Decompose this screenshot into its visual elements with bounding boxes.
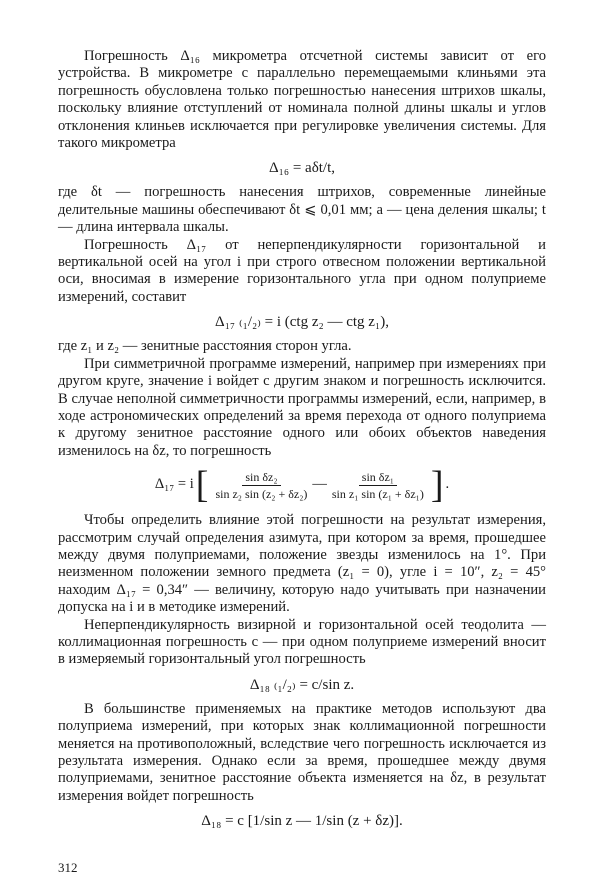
paragraph-two-half-sets: В большинстве применяемых на практике методов используют два полуприема измерений, при которых знак коллимационной погрешности меняется на противоположный, вследствие чего погрешность исключается из результата измерения. Однако если за время, прошедшее между двумя полуприемами, зенитное расстояние объекта изменяется на δz, в результат измерения войдет погрешность	[58, 700, 546, 804]
paragraph-symmetric-program: При симметричной программе измерений, например при измерениях при другом круге, значение i войдет с другим знаком и погрешность исключится. В случае неполной симметричности программы измерений, если, например, в ходе астрономических определений за время перехода от одного полуприема к другому зенитное расстояние одного или обоих объектов наведения изменилось на δz, то погрешность	[58, 355, 546, 459]
fraction-z1-denominator: sin z₁ sin (z₁ + δz₁)	[331, 486, 424, 501]
fraction-z2-numerator: sin δz₂	[242, 470, 280, 486]
page-body	[58, 48, 546, 837]
paragraph-azimuth-example: Чтобы определить влияние этой погрешности на результат измерения, рассмотрим случай определения азимута, при котором за время, прошедшее между двумя полуприемами, положение звезды изменилось на 1°. При неизменном положении земного предмета (z₁ = 0), угле i = 10″, z₂ = 45° находим Δ₁₇ = 0,34″ — величину, которую надо учитывать при назначении допуска на i и в методике измерений.	[58, 512, 546, 616]
formula-delta18-half: Δ₁₈ ₍₁/₂₎ = c/sin z.	[249, 676, 355, 693]
fraction-z2	[212, 470, 310, 501]
fraction-z1	[329, 470, 427, 501]
formula-delta16: Δ₁₆ = aδt/t,	[268, 160, 336, 177]
paragraph-micrometer-error: Погрешность Δ₁₆ микрометра отсчетной системы зависит от его устройства. В микрометре с параллельно перемещаемыми клиньями эта погрешность обусловлена только погрешностью нанесения штрихов шкалы, поскольку влияние отступлений от номинала полной длины шкалы и углов отклонения клиньев исключается при регулировке увеличения системы. Для такого микрометра	[58, 48, 546, 152]
right-bracket: ]	[430, 464, 444, 507]
page-number: 312	[58, 860, 78, 875]
formula-delta17-lhs: Δ₁₇ = i	[154, 476, 194, 493]
paragraph-axis-nonperpendicularity: Погрешность Δ₁₇ от неперпендикулярности горизонтальной и вертикальной осей на угол i при строго отвесном положении вертикальной оси, вносимая в измерение горизонтального угла при одном полуприеме измерений, составит	[58, 236, 546, 305]
formula-delta17-half: Δ₁₇ ₍₁/₂₎ = i (ctg z₂ — ctg z₁),	[215, 314, 389, 331]
formula-delta17-full	[58, 464, 546, 507]
fraction-z1-numerator: sin δz₁	[359, 470, 397, 486]
fraction-z2-denominator: sin z₂ sin (z₂ + δz₂)	[215, 486, 308, 501]
formula-minus: —	[312, 476, 327, 493]
formula-delta18-full: Δ₁₈ = c [1/sin z — 1/sin (z + δz)].	[201, 813, 403, 830]
paragraph-zenith-distances: где z₁ и z₂ — зенитные расстояния сторон угла.	[58, 338, 352, 355]
left-bracket: [	[195, 464, 209, 507]
formula-end-dot: .	[445, 476, 450, 493]
paragraph-collimation-error: Неперпендикулярность визирной и горизонтальной осей теодолита — коллимационная погрешность c — при одном полуприеме измерений вносит в измеряемый горизонтальный угол погрешность	[58, 616, 546, 668]
paragraph-delta16-explanation: где δt — погрешность нанесения штрихов, современные линейные делительные машины обеспечивают δt ⩽ 0,01 мм; a — цена деления шкалы; t — длина интервала шкалы.	[58, 184, 546, 236]
